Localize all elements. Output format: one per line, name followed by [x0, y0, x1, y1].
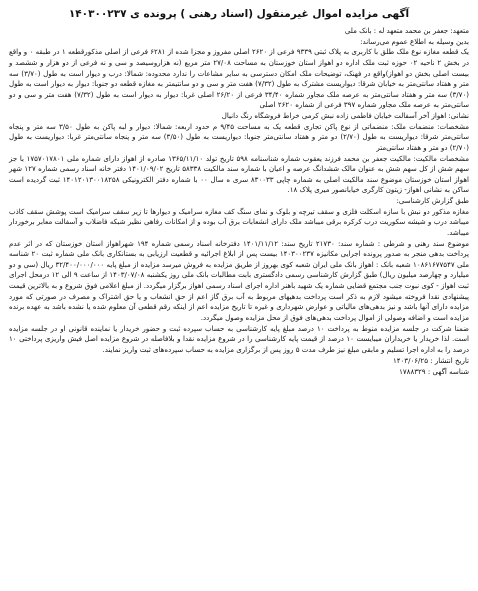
- participation-terms: ضمنا شرکت در جلسه مزایده منوط به پرداخت ۱۰ درصد مبلغ پایه کارشناسی به حساب سپرده ثبت و حضور خریدار یا نماینده قانونی او در جلسه مزایده است. لذا خریدار یا خریداران میبایست ۱۰ درصد از قیمت پایه کارشناسی را در شروع مزایده نقدا و بلافاصله در شروع مزایده اصل فیش واریزی پرداختی ۱۰ درصد را به اداره اجرا تسلیم و مابقی مبلغ نیز طرف مدت ۵ روز پس از برگزاری مزایده به حساب سپرده‌های ثبت واریز نمایند.: [9, 323, 470, 354]
- property-description: یک قطعه مغازه نوع ملک طلق با کاربری به پلاک ثبتی ۹۳۳۹ فرعی از ۲۶۲۰ اصلی مفروز و مجزا شده از ۶۲۸۱ فرعی از اصلی مذکورقطعه ۱ در طبقه ۰ و واقع در بخش ۲ ناحیه ۰۲ حوزه ثبت ملک اداره دو اهواز استان خوزستان به مساحت ۲۷/۰۸ متر مربع (نه هزاروسیصد و سی و نه فرعی از دو هزار و ششصد و بیست اصلی بخش دو اهواز)واقع در فهنک، توضیحات ملک امکان دسترسی به سایر مشاعات را ندارد محدوده: شمالا: درب و دیوار است به طول (۳/۷۰) سه متر و هفتاد سانتی‌متر به خیابان شرقا: دیواریست مشترک به طول (۷/۳۲) هفت متر و سی و دو سانتیمتر به مغازه قطعه دو جنوبا: دیوار به دیوار است به طول (۳/۷۰) سه متر و هفتاد سانتی‌متر به عرصه ملک مجاور شماره ۳۴/۴۰ فرعی از ۲۶/۲۰ اصلی غربا: دیوار به دیوار است به طول (۷/۳۲) هفت متر و سی و دو سانتی‌متر به عرصه ملک مجاور شماره ۳۹۷ فرعی از شماره ۲۶۲۰ اصلی: [9, 47, 469, 110]
- announcement-line: بدین وسیله به اطلاع عموم می‌رساند:: [360, 36, 469, 46]
- publish-date-value: ۱۴۰۳/۰۶/۲۵: [392, 356, 428, 366]
- parties-line: متعهد: جعفر بن محمد متعهد له : بانک ملی: [344, 26, 469, 35]
- notice-footer: [9, 356, 469, 377]
- notice-id-value: ۱۷۸۸۳۲۹: [399, 367, 426, 376]
- notice-id-label: شناسه آگهی :: [427, 367, 469, 376]
- notice-id-line: [9, 367, 469, 378]
- expert-report-heading: طبق گزارش کارشناسی:: [396, 196, 469, 205]
- notice-body: [9, 26, 469, 355]
- ownership-details: مشخصات مالکیت: مالکیت جعفر بن محمد فرزند یعقوب شماره شناسنامه ۵۹۸ تاریخ تولد ۱۳۶۵/۱۱/۱۰ صادره از اهواز دارای شماره ملی ۱۷۵۷۰۱۷۸۰۱ با جز سهم شش از کل سهم شش به عنوان مالک ششدانگ عرصه و اعیان با شماره سند مالکیت ۵۸۳۳۸ تاریخ ۱۴۰۱/۰۹/۰۲ دفتر خانه اسناد رسمی شماره ۱۲۷ شهر اهواز استان خوزستان موضوع سند مالکیت اصلی به شماره چاپی ۸۳۰۰۳۳ سری ه سال ۰۰ با شماره دفتر الکترونیکی ۱۴۰۱۲۰۱۳۰۰۱۸۲۵۸ ثبت گردیده است ساکن به نشانی اهواز- زیتون کارگری خیابانصور میری پلاک ۱۸.: [9, 153, 469, 195]
- property-address: نشانی: اهواز آخر آسفالت خیابان فاطمی زاده نبش کرمی خراط فروشگاه رنگ دانیال: [221, 111, 469, 120]
- property-annexes: مشخصات: منضمات ملک: منضماتی از نوع پاکن تجاری قطعه یک به مساحت ۹/۴۵ م حدود اربعه: شمالا: دیوار و لبه پاکن به طول ۳/۵۰ سه متر و پنجاه سانتی‌متر شرقا: دیواریست به طول (۲/۷۰) دو متر و هفتاد سانتی‌متر جنوبا: دیواریست به طول (۳/۵۰) سه متر و پنجاه سانتی‌متر غربا: دیواریست به طول (۲/۷۰) دو متر و هفتاد سانتی‌متر: [9, 121, 470, 152]
- expert-report: مغازه مذکور دو نبش با سازه اسکلت فلزی و سقف تیرچه و بلوک و نمای سنگ کف مغازه سرامیک و دیوارها تا زیر سقف سرامیک است پوشش سقف کاذب میباشد درب و شیشه سکوریت درب کرکره برقی میباشد ملک دارای انشعابات برق آب بوده و از امکانات رفاهی نظیر شبکه فاضلاب و آسفالت معابر برخوردار میباشد.: [9, 206, 469, 237]
- auction-terms: موضوع سند رهنی و شرطی : شماره سند: ۲۱۷۳۰ تاریخ سند: ۱۴۰۱/۱۱/۱۲ دفترخانه اسناد رسمی شماره ۱۹۴ شهراهواز استان خوزستان که در اثر عدم پرداخت بدهی منجر به صدور پرونده اجرایی مکانیزه ۱۴۰۳۰۰۲۳۷ بیست پس از ابلاغ اجرائیه و قطعیت ارزیابی به بستانکاری بانک ملی شماره ثبت ۲۰ شناسه ملی ۱۰۸۶۱۶۷۷۵۴۷ شعبه بانک : اهواز بانک ملی ایران شعبه کوی بهروز از طریق مزایده به فروش میرسد مزایده از مبلغ پایه ۳۲/۴۰۰/۰۰۰/۰۰۰ ریال (سی و دو میلیارد و چهارصد میلیون ریال) طبق گزارش کارشناسی رسمی دادگستری بابت مطالبات بانک ملی روز یکشنبه ۱۴۰۳/۰۷/۰۸ از ساعت ۹ الی ۱۲ درمحل اجرای ثبت اهواز - کوی نبوت جنب مجتمع قضایی شماره یک شهید باهنر اداره اجرای اسناد رسمی اهواز برگزار میگردد. از مبلغ اعلامی فوق شروع و به بالاترین قیمت پیشنهادی نقدا فروخته میشود لازم به ذکر است پرداخت بدهیهای مربوط به آب برق گاز اعم از حق انشعاب و یا حق اشتراک و مصرف در صورتی که مورد مزایده دارای آنها باشد و نیز بدهی‌های مالیاتی و عوارض شهرداری و غیره تا تاریخ مزایده اعم از اینکه رقم قطعی آن معلوم شده یا نشده باشد به عهده برنده مزایده است و اضافه وصولی از اموال پرداخت بدهی‌های فوق از محل مزایده وصول میگردد.: [9, 238, 469, 322]
- notice-title: آگهی مزایده اموال غیرمنقول (اسناد رهنی ) پرونده ی ۱۴۰۳۰۰۲۳۷: [68, 8, 410, 20]
- publish-date-label: تاریخ انتشار :: [430, 356, 469, 366]
- publish-date-line: [9, 356, 469, 367]
